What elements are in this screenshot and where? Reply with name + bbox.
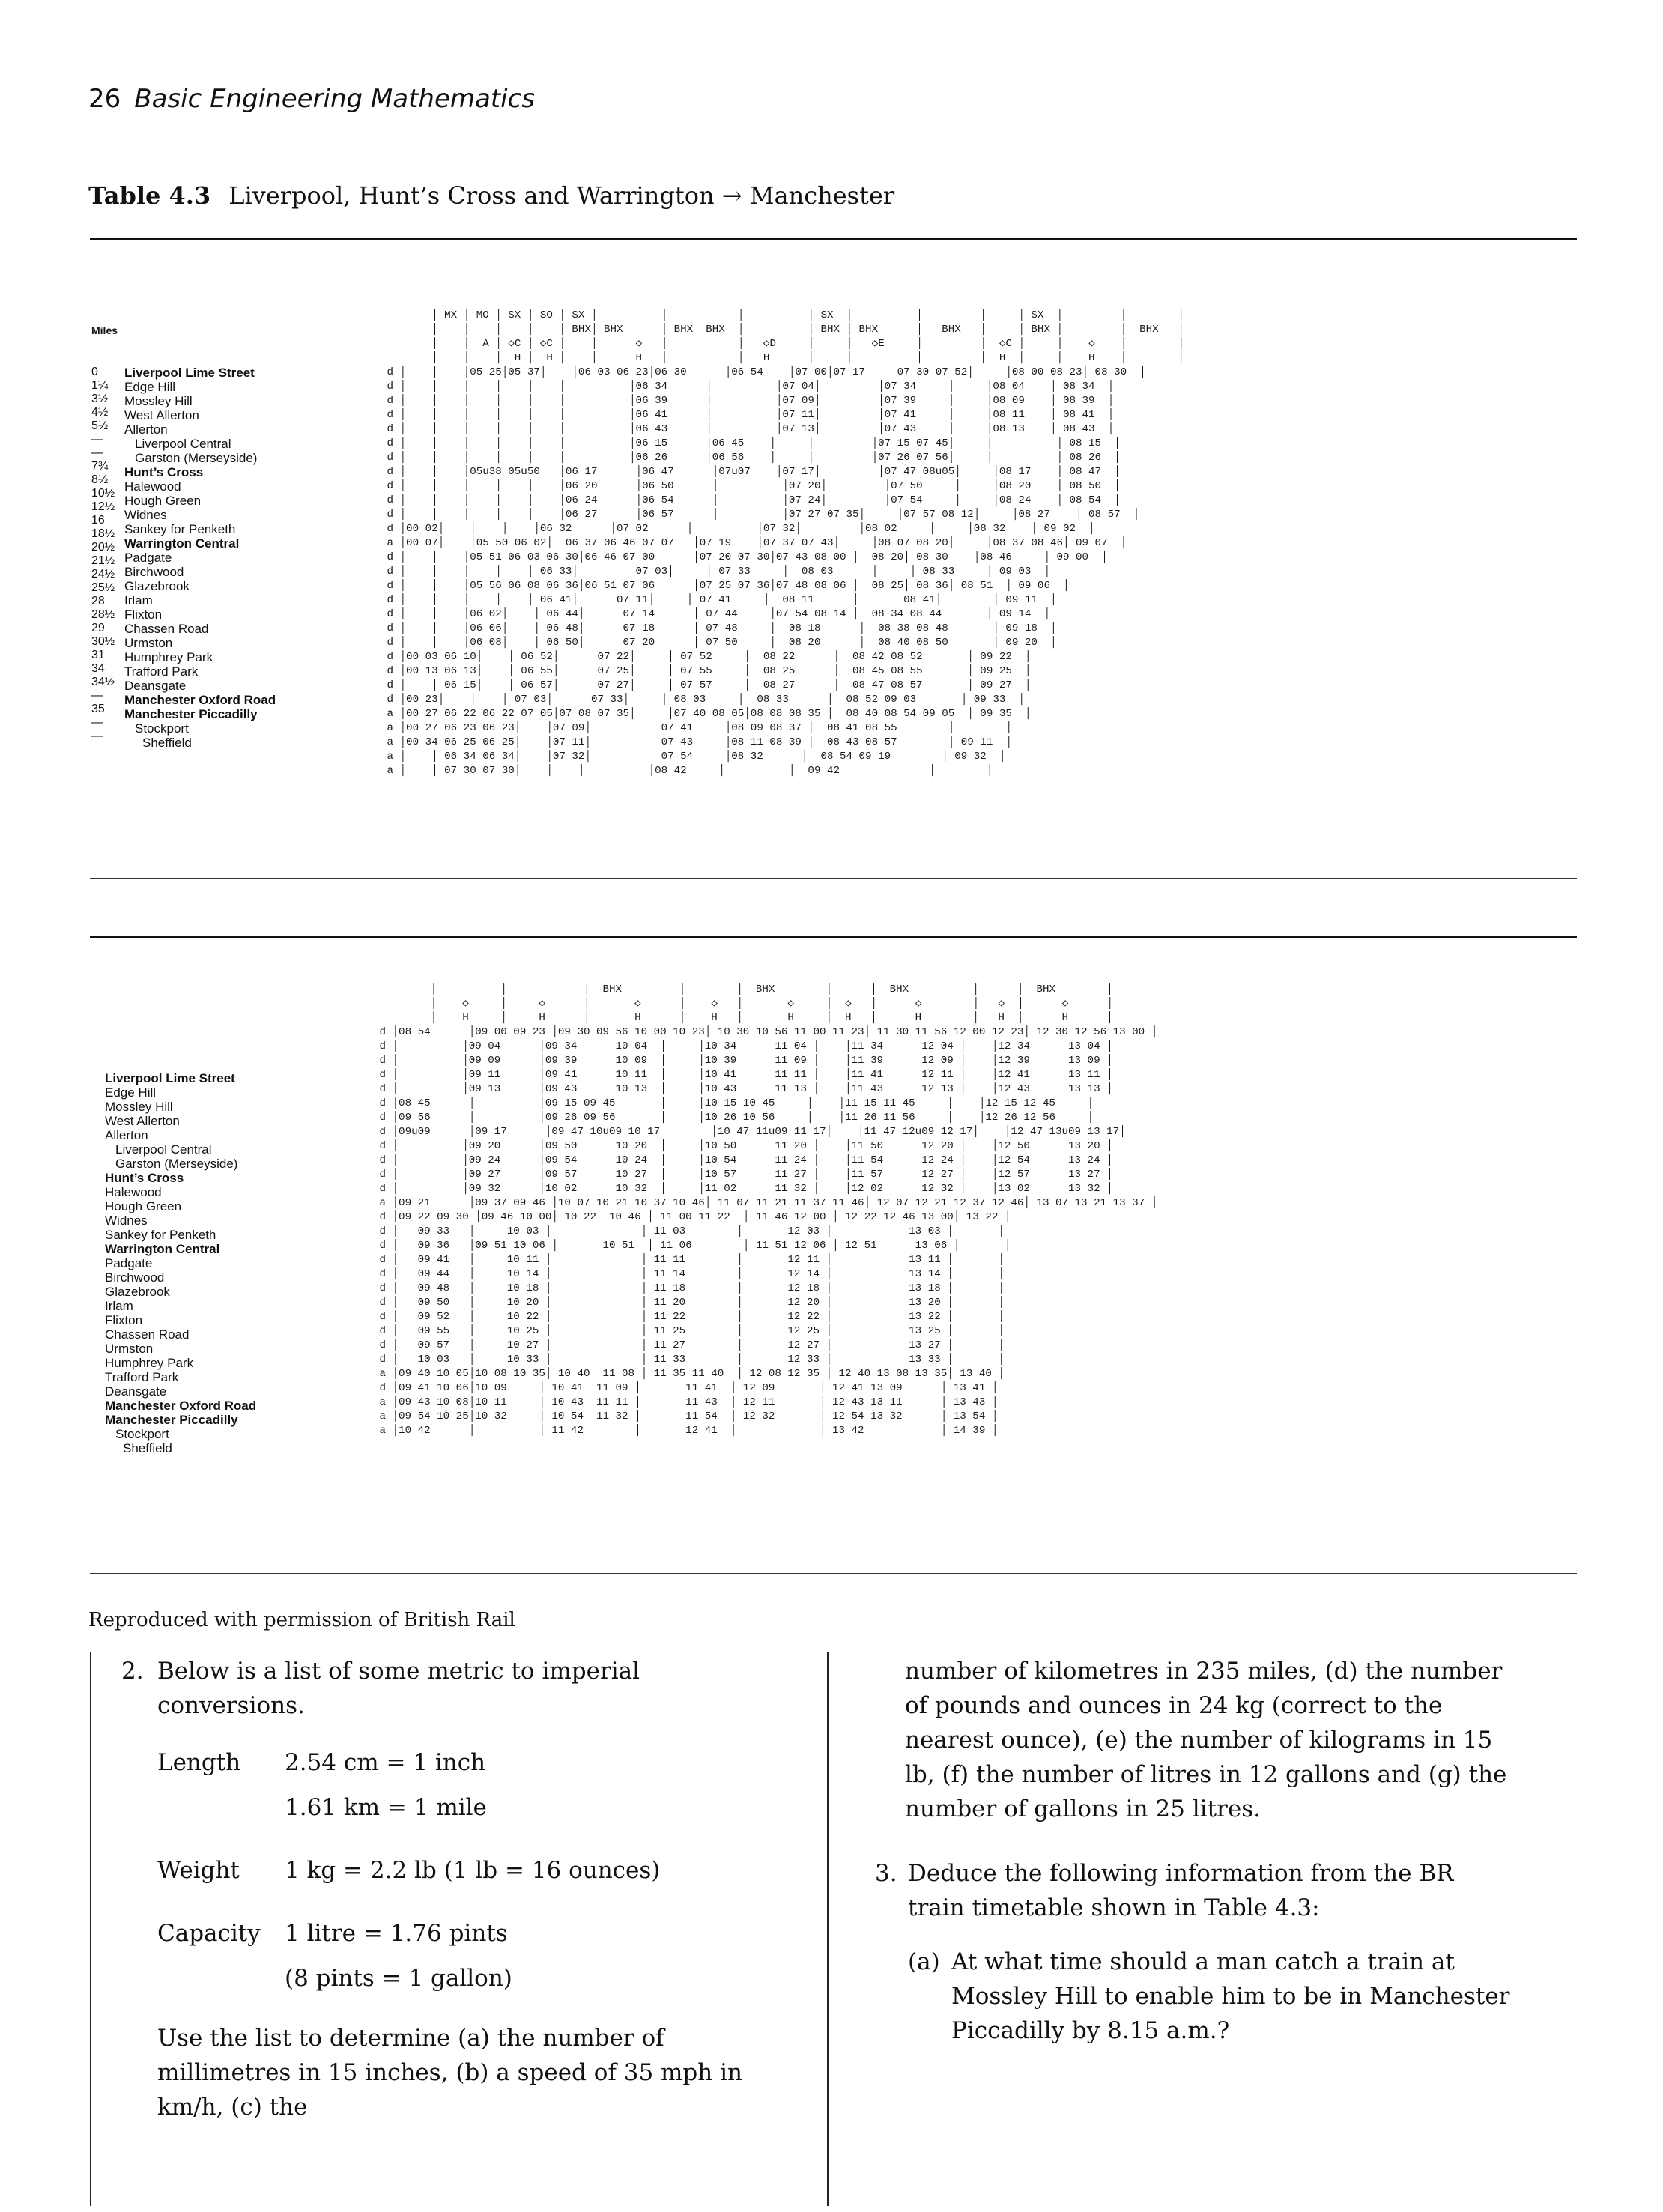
conversion-category <box>157 1790 285 1825</box>
station-name: Chassen Road <box>124 622 209 636</box>
station-name: Urmston <box>105 1342 154 1356</box>
station-name: Widnes <box>105 1213 148 1228</box>
station-name: Halewood <box>105 1185 162 1199</box>
miles-list <box>91 366 115 743</box>
miles-value: 18½ <box>91 527 115 540</box>
station-name: Garston (Merseyside) <box>135 451 258 465</box>
station-name: Warrington Central <box>105 1242 220 1256</box>
timetable-lower <box>90 936 1577 1574</box>
question-3a-text: At what time should a man catch a train at Mossley Hill to enable him to be in Manchester Piccadilly by 8.15 a.m.? <box>951 1948 1510 2044</box>
miles-value: 30½ <box>91 635 115 648</box>
miles-value: 12½ <box>91 500 115 513</box>
station-list-upper <box>124 366 349 750</box>
station-name: Irlam <box>105 1299 133 1313</box>
station-name: Deansgate <box>124 679 187 693</box>
station-name: Chassen Road <box>105 1327 190 1342</box>
station-name: Humphrey Park <box>105 1356 194 1370</box>
conversion-category: Weight <box>157 1857 240 1884</box>
station-name: Mossley Hill <box>105 1100 173 1114</box>
miles-column <box>90 240 118 878</box>
conversion-value: 1.61 km = 1 mile <box>285 1794 487 1821</box>
station-name: Hough Green <box>105 1199 182 1213</box>
station-name: Hunt’s Cross <box>124 465 204 479</box>
miles-header: Miles <box>91 324 118 336</box>
miles-value: 7¾ <box>91 460 109 473</box>
miles-value: 28 <box>91 595 105 607</box>
table-credit: Reproduced with permission of British Rail <box>88 1609 515 1631</box>
miles-value: 21½ <box>91 554 115 567</box>
miles-value: 34 <box>91 662 105 675</box>
conversion-list <box>157 1745 758 1996</box>
station-name: Trafford Park <box>105 1370 179 1384</box>
table-title: Liverpool, Hunt’s Cross and Warrington → Manchester <box>228 181 895 210</box>
table-label: Table 4.3 <box>88 181 211 210</box>
timetable-upper <box>90 238 1577 879</box>
station-name: Flixton <box>105 1313 143 1327</box>
miles-value: 3½ <box>91 393 109 405</box>
station-name: Warrington Central <box>124 536 240 551</box>
station-name: Liverpool Lime Street <box>124 366 255 380</box>
station-name: Glazebrook <box>124 579 190 593</box>
question-2-intro: Below is a list of some metric to imperial conversions. <box>157 1658 640 1719</box>
miles-value: — <box>91 730 103 742</box>
station-name: Stockport <box>135 721 189 736</box>
station-name: Padgate <box>105 1256 153 1270</box>
left-column <box>121 1654 758 2124</box>
question-2-task-continued: number of kilometres in 235 miles, (d) the number of pounds and ounces in 24 kg (correct to the nearest ounce), (e) the number of kilograms in 15 lb, (f) the number of litres in 12 gallons and (g) the number of gallons in 25 litres. <box>905 1658 1507 1822</box>
station-name: Widnes <box>124 508 167 522</box>
timetable-lower-times: │ │ │ BHX │ │ BHX │ │ BHX │ │ BHX │ │ ◇ │ ◇ │ ◇ │ ◇ │ ◇ │ ◇ │ ◇ │ ◇ │ ◇ │ │ H │ H │ H │ H │ H │ H │ H │ H │ H │ d │08 54 │09 00 09 23 │09 30 09 56 10 00 10 23│ 10 30 10 56 11 00 11 23│ 11 30 11 56 12 00 12 23│ 12 30 12 56 13 00 │ d │ │09 04 │09 34 10 04 │ │10 34 11 04 │ │11 34 12 04 │ │12 34 13 04 │ d │ │09 09 │09 39 10 09 │ │10 39 11 09 │ │11 39 12 09 │ │12 39 13 09 │ d │ │09 11 │09 41 10 11 │ │10 41 11 11 │ │11 41 12 11 │ │12 41 13 11 │ d │ │09 13 │09 43 10 13 │ │10 43 11 13 │ │11 43 12 13 │ │12 43 13 13 │ d │08 45 │ │09 15 09 45 │ │10 15 10 45 │ │11 15 11 45 │ │12 15 12 45 │ d │09 56 │ │09 26 09 56 │ │10 26 10 56 │ │11 26 11 56 │ │12 26 12 56 │ d │09u09 │09 17 │09 47 10u09 10 17 │ │10 47 11u09 11 17│ │11 47 12u09 12 17│ │12 47 13u09 13 17│ d │ │09 20 │09 50 10 20 │ │10 50 11 20 │ │11 50 12 20 │ │12 50 13 20 │ d │ │09 24 │09 54 10 24 │ │10 54 11 24 │ │11 54 12 24 │ │12 54 13 24 │ d │ │09 27 │09 57 10 27 │ │10 57 11 27 │ │11 57 12 27 │ │12 57 13 27 │ d │ │09 32 │10 02 10 32 │ │11 02 11 32 │ │12 02 12 32 │ │13 02 13 32 │ a │09 21 │09 37 09 46 │10 07 10 21 10 37 10 46│ 11 07 11 21 11 37 11 46│ 12 07 12 21 12 37 12 46│ 13 07 13 21 13 37 │ d │09 22 09 30 │09 46 10 00│ 10 22 10 46 │ 11 00 11 22 │ 11 46 12 00 │ 12 22 12 46 13 00│ 13 22 │ d │ 09 33 │ 10 03 │ │ 11 03 │ 12 03 │ 13 03 │ │ d │ 09 36 │09 51 10 06 │ 10 51 │ 11 06 │ 11 51 12 06 │ 12 51 13 06 │ │ d │ 09 41 │ 10 11 │ │ 11 11 │ 12 11 │ 13 11 │ │ d │ 09 44 │ 10 14 │ │ 11 14 │ 12 14 │ 13 14 │ │ d │ 09 48 │ 10 18 │ │ 11 18 │ 12 18 │ 13 18 │ │ d │ 09 50 │ 10 20 │ │ 11 20 │ 12 20 │ 13 20 │ │ d │ 09 52 │ 10 22 │ │ 11 22 │ 12 22 │ 13 22 │ │ d │ 09 55 │ 10 25 │ │ 11 25 │ 12 25 │ 13 25 │ │ d │ 09 57 │ 10 27 │ │ 11 27 │ 12 27 │ 13 27 │ │ d │ 10 03 │ 10 33 │ │ 11 33 │ 12 33 │ 13 33 │ │ a │09 40 10 05│10 08 10 35│ 10 40 11 08 │ 11 35 11 40 │ 12 08 12 35 │ 12 40 13 08 13 35│ 13 40 │ d │09 41 10 06│10 09 │ 10 41 11 09 │ 11 41 │ 12 09 │ 12 41 13 09 │ 13 41 │ a │09 43 10 08│10 11 │ 10 43 11 11 │ 11 43 │ 12 11 │ 12 43 13 11 │ 13 43 │ a │09 54 10 25│10 32 │ 10 54 11 32 │ 11 54 │ 12 32 │ 12 54 13 32 │ 13 54 │ a │10 42 │ │ 11 42 │ 12 41 │ │ 13 42 │ 14 39 │ <box>379 984 1158 1437</box>
station-name: Manchester Oxford Road <box>105 1399 257 1413</box>
miles-value: 28½ <box>91 608 115 621</box>
right-column <box>875 1654 1515 2048</box>
station-name: Sankey for Penketh <box>105 1228 216 1242</box>
running-title: Basic Engineering Mathematics <box>134 84 536 114</box>
timetable-upper-times: │ MX │ MO │ SX │ SO │ SX │ │ │ │ SX │ │ │ │ SX │ │ │ │ │ │ │ │ BHX│ BHX │ BHX BHX │ │ BHX │ BHX │ BHX │ │ BHX │ │ BHX │ │ │ A │ ◇C │ ◇C │ │ ◇ │ │ ◇D │ │ ◇E │ │ ◇C │ │ ◇ │ │ │ │ │ H │ H │ │ H │ │ H │ │ │ │ H │ │ H │ │ d │ │ │05 25│05 37│ │06 03 06 23│06 30 │06 54 │07 00│07 17 │07 30 07 52│ │08 00 08 23│ 08 30 │ d │ │ │ │ │ │ │06 34 │ │07 04│ │07 34 │ │08 04 │ 08 34 │ d │ │ │ │ │ │ │06 39 │ │07 09│ │07 39 │ │08 09 │ 08 39 │ d │ │ │ │ │ │ │06 41 │ │07 11│ │07 41 │ │08 11 │ 08 41 │ d │ │ │ │ │ │ │06 43 │ │07 13│ │07 43 │ │08 13 │ 08 43 │ d │ │ │ │ │ │ │06 15 │06 45 │ │ │07 15 07 45│ │ │ 08 15 │ d │ │ │ │ │ │ │06 26 │06 56 │ │ │07 26 07 56│ │ │ 08 26 │ d │ │ │05u38 05u50 │06 17 │06 47 │07u07 │07 17│ │07 47 08u05│ │08 17 │ 08 47 │ d │ │ │ │ │ │06 20 │06 50 │ │07 20│ │07 50 │ │08 20 │ 08 50 │ d │ │ │ │ │ │06 24 │06 54 │ │07 24│ │07 54 │ │08 24 │ 08 54 │ d │ │ │ │ │ │06 27 │06 57 │ │07 27 07 35│ │07 57 08 12│ │08 27 │ 08 57 │ d │00 02│ │ │ │06 32 │07 02 │ │07 32│ │08 02 │ │08 32 │ 09 02 │ a │00 07│ │05 50 06 02│ 06 37 06 46 07 07 │07 19 │07 37 07 43│ │08 07 08 20│ │08 37 08 46│ 09 07 │ d │ │ │05 51 06 03 06 30│06 46 07 00│ │07 20 07 30│07 43 08 00 │ 08 20│ 08 30 │08 46 │ 09 00 │ d │ │ │ │ │ 06 33│ 07 03│ │ 07 33 │ 08 03 │ │ 08 33 │ 09 03 │ d │ │ │05 56 06 08 06 36│06 51 07 06│ │07 25 07 36│07 48 08 06 │ 08 25│ 08 36│ 08 51 │ 09 06 │ d │ │ │ │ │ 06 41│ 07 11│ │ 07 41 │ 08 11 │ │ 08 41│ │ 09 11 │ d │ │ │06 02│ │ 06 44│ 07 14│ │ 07 44 │07 54 08 14 │ 08 34 08 44 │ 09 14 │ d │ │ │06 06│ │ 06 48│ 07 18│ │ 07 48 │ 08 18 │ 08 38 08 48 │ 09 18 │ d │ │ │06 08│ │ 06 50│ 07 20│ │ 07 50 │ 08 20 │ 08 40 08 50 │ 09 20 │ d │00 03 06 10│ │ 06 52│ 07 22│ │ 07 52 │ 08 22 │ 08 42 08 52 │ 09 22 │ d │00 13 06 13│ │ 06 55│ 07 25│ │ 07 55 │ 08 25 │ 08 45 08 55 │ 09 25 │ d │ │ 06 15│ │ 06 57│ 07 27│ │ 07 57 │ 08 27 │ 08 47 08 57 │ 09 27 │ d │00 23│ │ │ 07 03│ 07 33│ │ 08 03 │ 08 33 │ 08 52 09 03 │ 09 33 │ a │00 27 06 22 06 22 07 05│07 08 07 35│ │07 40 08 05│08 08 08 35 │ 08 40 08 54 09 05 │ 09 35 │ a │00 27 06 23 06 23│ │07 09│ │07 41 │08 09 08 37 │ 08 41 08 55 │ │ a │00 34 06 25 06 25│ │07 11│ │07 43 │08 11 08 39 │ 08 43 08 57 │ 09 11 │ a │ │ 06 34 06 34│ │07 32│ │07 54 │08 32 │ 08 54 09 19 │ 09 32 │ a │ │ 07 30 07 30│ │ │ │08 42 │ │ 09 42 │ │ <box>387 309 1184 777</box>
station-name: Manchester Oxford Road <box>124 693 276 707</box>
station-name: Allerton <box>105 1128 148 1142</box>
station-name: Padgate <box>124 551 172 565</box>
miles-value: 29 <box>91 622 105 634</box>
question-3 <box>875 1856 1515 2048</box>
conversion-value: 2.54 cm = 1 inch <box>285 1749 486 1776</box>
station-name: Glazebrook <box>105 1285 170 1299</box>
page-number: 26 <box>88 84 121 114</box>
station-name: Trafford Park <box>124 664 199 679</box>
station-name: Allerton <box>124 422 168 437</box>
miles-value: 31 <box>91 649 105 661</box>
miles-value: 35 <box>91 703 105 715</box>
conversion-category: Capacity <box>157 1920 261 1947</box>
table-caption <box>88 181 894 210</box>
station-name: Sheffield <box>123 1441 172 1455</box>
question-number: 2. <box>121 1658 144 1685</box>
miles-value: 1¼ <box>91 379 109 392</box>
station-name: Manchester Piccadilly <box>105 1413 238 1427</box>
miles-value: 34½ <box>91 676 115 688</box>
conversion-value: (8 pints = 1 gallon) <box>285 1965 512 1992</box>
miles-value: 5½ <box>91 419 109 432</box>
station-name: Edge Hill <box>124 380 176 394</box>
station-name: Edge Hill <box>105 1085 157 1100</box>
miles-value: — <box>91 433 103 446</box>
station-name: Liverpool Lime Street <box>105 1071 235 1085</box>
station-name: Liverpool Central <box>135 437 231 451</box>
miles-value: 10½ <box>91 487 115 500</box>
station-name: Stockport <box>115 1427 169 1441</box>
subquestion-label: (a) <box>908 1948 940 1975</box>
miles-value: 16 <box>91 514 105 527</box>
miles-value: — <box>91 446 103 459</box>
station-name: Flixton <box>124 607 163 622</box>
station-name: Urmston <box>124 636 173 650</box>
station-name: West Allerton <box>124 408 199 422</box>
station-name: Humphrey Park <box>124 650 213 664</box>
running-header <box>88 84 535 114</box>
station-name: Manchester Piccadilly <box>124 707 258 721</box>
station-name: Birchwood <box>105 1270 165 1285</box>
conversion-value: 1 litre = 1.76 pints <box>285 1920 508 1947</box>
station-name: Hough Green <box>124 494 202 508</box>
question-3a <box>908 1945 1515 2048</box>
miles-value: 25½ <box>91 581 115 594</box>
miles-value: — <box>91 689 103 702</box>
station-list-lower <box>105 1071 352 1455</box>
miles-value: 0 <box>91 366 98 378</box>
conversion-category <box>157 1961 285 1996</box>
miles-value: 24½ <box>91 568 115 581</box>
station-name: Birchwood <box>124 565 184 579</box>
conversion-category: Length <box>157 1749 241 1776</box>
station-name: Mossley Hill <box>124 394 193 408</box>
question-3-text: Deduce the following information from the BR train timetable shown in Table 4.3: <box>908 1860 1454 1921</box>
station-name: Sankey for Penketh <box>124 522 236 536</box>
question-2 <box>121 1654 758 1723</box>
station-name: West Allerton <box>105 1114 180 1128</box>
question-number: 3. <box>875 1860 897 1887</box>
station-name: Deansgate <box>105 1384 167 1399</box>
station-name: Hunt’s Cross <box>105 1171 184 1185</box>
left-rule <box>90 1652 91 2206</box>
miles-value: 20½ <box>91 541 115 554</box>
miles-value: — <box>91 716 103 729</box>
station-name: Halewood <box>124 479 181 494</box>
question-2-task: Use the list to determine (a) the number of millimetres in 15 inches, (b) a speed of 35 mph in km/h, (c) the <box>157 2025 742 2121</box>
station-name: Irlam <box>124 593 153 607</box>
station-name: Sheffield <box>142 736 192 750</box>
miles-value: 4½ <box>91 406 109 419</box>
station-name: Liverpool Central <box>115 1142 212 1157</box>
station-name: Garston (Merseyside) <box>115 1157 238 1171</box>
conversion-value: 1 kg = 2.2 lb (1 lb = 16 ounces) <box>285 1857 661 1884</box>
miles-value: 8½ <box>91 473 109 486</box>
column-divider <box>827 1652 829 2206</box>
